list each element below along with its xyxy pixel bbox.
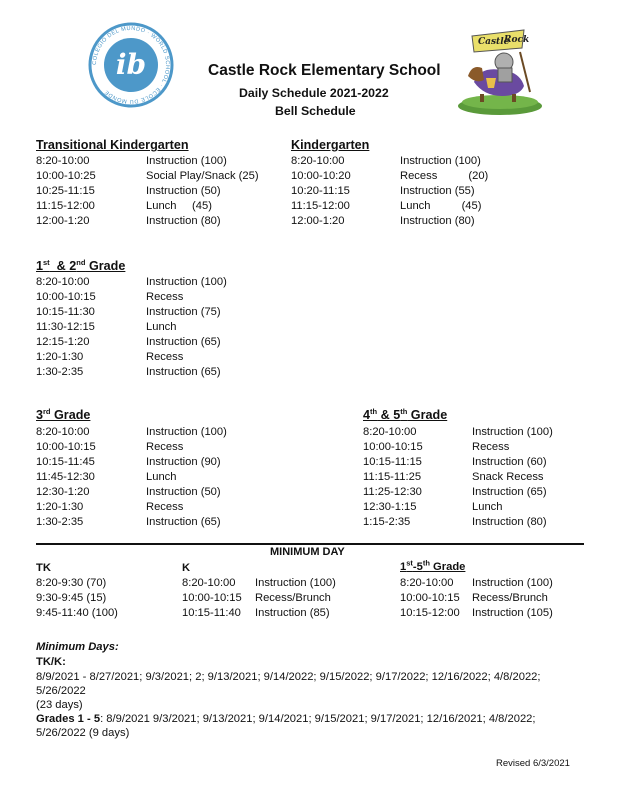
minimum-days-heading: Minimum Days: [36, 641, 119, 653]
table-row: 11:30-12:15 Lunch [36, 321, 177, 333]
ib-logo [86, 20, 176, 110]
table-row: 1:30-2:35 Instruction (65) [36, 516, 221, 528]
section-title-tk: Transitional Kindergarten [36, 138, 189, 152]
table-row: 12:15-1:20 Instruction (65) [36, 336, 221, 348]
table-row: 1:15-2:35 Instruction (80) [363, 516, 547, 528]
minday-k-label: K [182, 562, 191, 574]
ib-letters: ib [115, 48, 147, 81]
table-row: 10:25-11:15 Instruction (50) [36, 185, 221, 197]
table-row: 11:15-11:25 Snack Recess [363, 471, 544, 483]
grades-1-5-label: Grades 1 - 5 [36, 713, 101, 725]
table-row: 10:15-11:40 Instruction (85) [182, 607, 330, 619]
section-title-grade-1-2: 1st & 2nd Grade [36, 257, 126, 273]
tk-k-label: TK/K: [36, 656, 66, 668]
table-row: 8:20-10:00 Instruction (100) [36, 276, 227, 288]
table-row: 10:15-11:15 Instruction (60) [363, 456, 547, 468]
table-row: 10:20-11:15 Instruction (55) [291, 185, 475, 197]
table-row: 10:00-10:25 Social Play/Snack (25) [36, 170, 259, 182]
table-row: 12:00-1:20 Instruction (80) [291, 215, 475, 227]
subtitle-bell-schedule: Bell Schedule [275, 104, 356, 118]
table-row: 11:15-12:00 Lunch (45) [291, 200, 482, 212]
tk-k-dates-line2: 5/26/2022 [36, 685, 86, 697]
table-row: 12:00-1:20 Instruction (80) [36, 215, 221, 227]
banner-text-left: Castle [478, 37, 510, 47]
banner-text-right: Rock [504, 35, 530, 45]
table-row: 12:30-1:20 Instruction (50) [36, 486, 221, 498]
section-title-grade-4-5: 4th & 5th Grade [363, 406, 448, 422]
table-row: 1:30-2:35 Instruction (65) [36, 366, 221, 378]
castle-rock-mascot-logo [450, 22, 546, 118]
table-row: 10:00-10:15 Recess [36, 291, 184, 303]
grades-1-5-dates-line1: Grades 1 - 5: 8/9/2021 9/3/2021; 9/13/2021; 9/14/2021; 9/15/2021; 9/17/2021; 12/16/2021; 4/8/2022; [36, 713, 536, 725]
table-row: 1:20-1:30 Recess [36, 351, 184, 363]
section-title-grade-3: 3rd Grade [36, 406, 91, 422]
ib-ring-text: COLEGIO DEL MUNDO · WORLD SCHOOL · ÉCOLE DU MONDE [91, 25, 171, 105]
table-row: 8:20-10:00 Instruction (100) [400, 577, 553, 589]
grades-1-5-dates-line2: 5/26/2022 (9 days) [36, 727, 130, 739]
table-row: 10:15-12:00 Instruction (105) [400, 607, 553, 619]
tk-k-dates-line1: 8/9/2021 - 8/27/2021; 9/3/2021; 2; 9/13/2021; 9/14/2022; 9/15/2022; 9/17/2022; 12/16/2022; 4/8/2022; [36, 671, 541, 683]
table-row: 8:20-10:00 Instruction (100) [363, 426, 553, 438]
table-row: 12:30-1:15 Lunch [363, 501, 503, 513]
table-row: 8:20-10:00 Instruction (100) [182, 577, 336, 589]
tk-k-day-count: (23 days) [36, 699, 83, 711]
table-row: 10:00-10:15 Recess [363, 441, 510, 453]
list-item: 8:20-9:30 (70) [36, 577, 107, 589]
table-row: 11:15-12:00 Lunch (45) [36, 200, 212, 212]
list-item: 9:30-9:45 (15) [36, 592, 107, 604]
minday-grade-1-5-label: 1st-5th Grade [400, 558, 466, 573]
table-row: 11:25-12:30 Instruction (65) [363, 486, 547, 498]
table-row: 10:00-10:15 Recess [36, 441, 184, 453]
minimum-day-title: MINIMUM DAY [270, 546, 345, 558]
table-row: 1:20-1:30 Recess [36, 501, 184, 513]
section-title-kindergarten: Kindergarten [291, 138, 370, 152]
table-row: 8:20-10:00 Instruction (100) [291, 155, 481, 167]
table-row: 8:20-10:00 Instruction (100) [36, 426, 227, 438]
minday-tk-label: TK [36, 562, 51, 574]
table-row: 8:20-10:00 Instruction (100) [36, 155, 227, 167]
revised-date: Revised 6/3/2021 [496, 758, 570, 769]
table-row: 11:45-12:30 Lunch [36, 471, 177, 483]
table-row: 10:00-10:20 Recess (20) [291, 170, 489, 182]
table-row: 10:15-11:45 Instruction (90) [36, 456, 221, 468]
table-row: 10:15-11:30 Instruction (75) [36, 306, 221, 318]
table-row: 10:00-10:15 Recess/Brunch [400, 592, 548, 604]
subtitle-daily-schedule: Daily Schedule 2021-2022 [239, 86, 389, 100]
table-row: 10:00-10:15 Recess/Brunch [182, 592, 331, 604]
school-name: Castle Rock Elementary School [208, 62, 441, 79]
list-item: 9:45-11:40 (100) [36, 607, 118, 619]
